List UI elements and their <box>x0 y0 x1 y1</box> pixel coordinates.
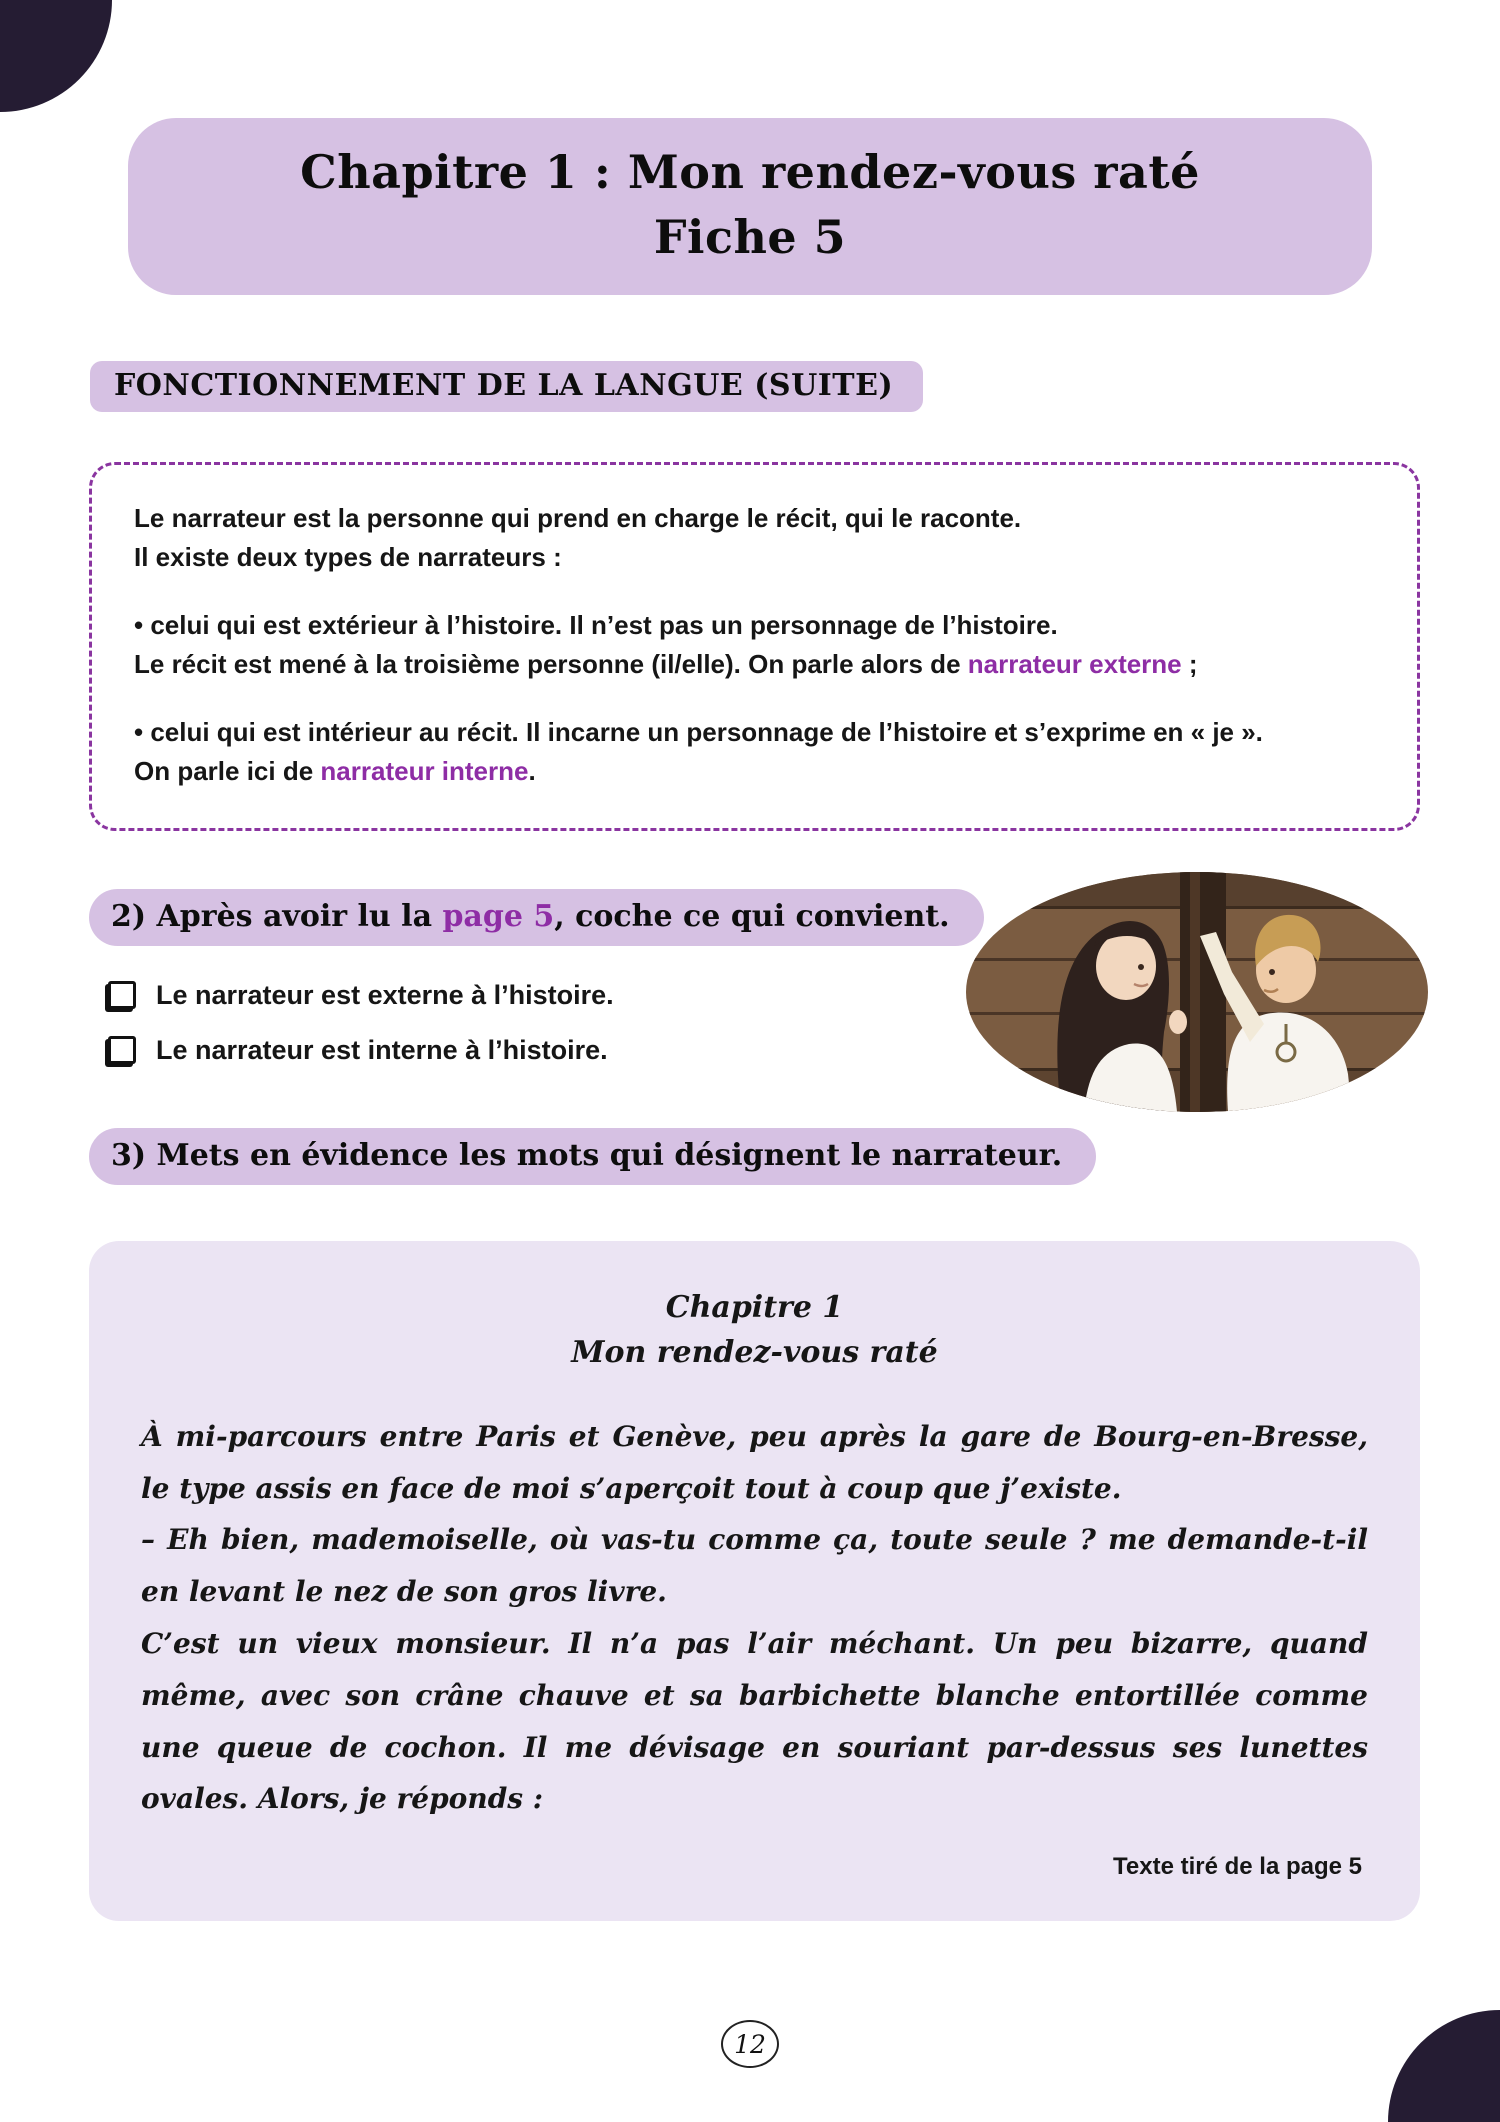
lesson-bullet-2-line-1: • celui qui est intérieur au récit. Il incarne un personnage de l’histoire et s’exprime en « je ». <box>134 716 1263 747</box>
lesson-line-2: Il existe deux types de narrateurs : <box>134 542 562 573</box>
excerpt-paragraph-3: C’est un vieux monsieur. Il n’a pas l’air méchant. Un peu bizarre, quand même, avec son crâne chauve et sa barbichette blanche entortillée comme une queue de cochon. Il me dévisage en souriant par-dessus ses lunettes ovales. Alors, je réponds : <box>141 1626 1368 1816</box>
option-row-external <box>108 980 748 1011</box>
lesson-bullet-1-line-2 <box>134 645 1375 685</box>
option-label-external: Le narrateur est externe à l’histoire. <box>156 979 614 1010</box>
lesson-bullet-2-text: On parle ici de <box>134 756 321 787</box>
corner-decoration-bottom-right <box>1388 2010 1500 2122</box>
option-label-internal: Le narrateur est interne à l’histoire. <box>156 1034 608 1065</box>
lesson-line-1: Le narrateur est la personne qui prend en charge le récit, qui le raconte. <box>134 502 1022 533</box>
excerpt-body <box>141 1411 1368 1825</box>
page-5-highlight: page 5 <box>442 898 555 934</box>
chapter-header-banner <box>128 118 1372 295</box>
question-2-bar <box>89 889 984 946</box>
narrator-external-checkbox[interactable] <box>108 981 136 1009</box>
narrateur-externe-highlight: narrateur externe <box>967 649 1182 680</box>
corner-decoration-top-left <box>0 0 112 112</box>
chapter-title: Chapitre 1 : Mon rendez-vous raté <box>300 145 1200 199</box>
narrateur-interne-highlight: narrateur interne <box>320 756 529 787</box>
excerpt-source: Texte tiré de la page 5 <box>1113 1853 1362 1881</box>
section-label: FONCTIONNEMENT DE LA LANGUE (SUITE) <box>90 361 923 412</box>
lesson-definition-box <box>89 462 1420 831</box>
question-2-text: 2) Après avoir lu la <box>111 898 443 934</box>
excerpt-box <box>89 1241 1420 1921</box>
excerpt-title-line-2: Mon rendez-vous raté <box>571 1334 938 1370</box>
excerpt-title <box>141 1285 1368 1375</box>
question-2-text-end: , coche ce qui convient. <box>554 898 950 934</box>
page-number-badge: 12 <box>721 2020 779 2068</box>
illustration-svg <box>966 872 1428 1112</box>
narrator-internal-checkbox[interactable] <box>108 1036 136 1064</box>
excerpt-title-line-1: Chapitre 1 <box>665 1289 844 1325</box>
sheet-number: Fiche 5 <box>653 210 847 265</box>
lesson-bullet-1-line-1: • celui qui est extérieur à l’histoire. Il n’est pas un personnage de l’histoire. <box>134 609 1058 640</box>
couple-door-illustration <box>966 872 1428 1112</box>
lesson-bullet-1-end: ; <box>1181 649 1198 680</box>
question-3-bar: 3) Mets en évidence les mots qui désignent le narrateur. <box>89 1128 1096 1185</box>
lesson-bullet-1-text: Le récit est mené à la troisième personne (il/elle). On parle alors de <box>134 649 968 680</box>
excerpt-paragraph-2: – Eh bien, mademoiselle, où vas-tu comme ça, toute seule ? me demande-t-il en levant le nez de son gros livre. <box>141 1523 1368 1609</box>
excerpt-paragraph-1: À mi-parcours entre Paris et Genève, peu après la gare de Bourg-en-Bresse, le type assis en face de moi s’aperçoit tout à coup que j’existe. <box>141 1419 1368 1505</box>
lesson-bullet-2-line-2 <box>134 752 1375 792</box>
lesson-bullet-2-end: . <box>528 756 536 787</box>
option-row-internal <box>108 1035 748 1066</box>
